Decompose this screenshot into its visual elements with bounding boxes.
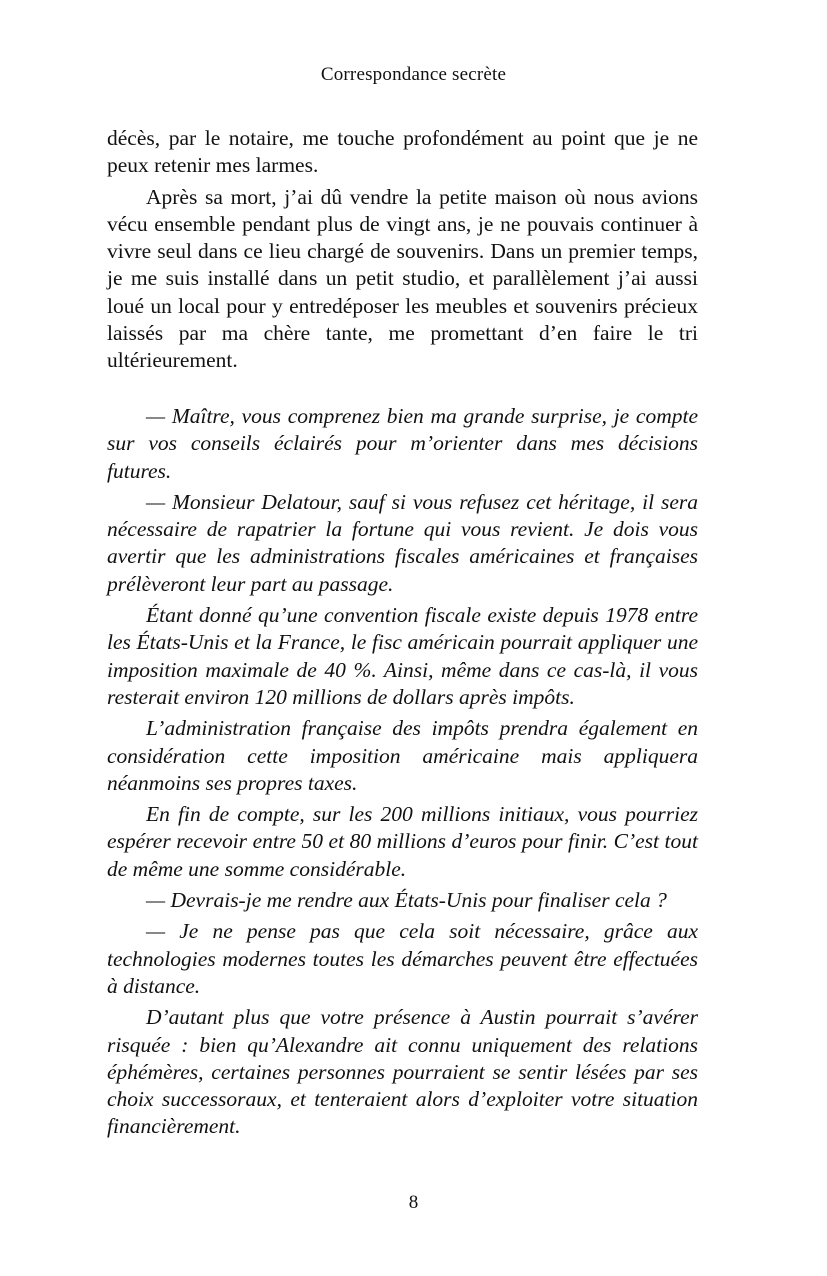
dialogue-paragraph: Étant donné qu’une convention fiscale existe depuis 1978 entre les États-Unis et la France, le fisc américain pourrait appliquer une imposition maximale de 40 %. Ainsi, même dans ce cas-là, il vous resterait environ 120 millions de dollars après impôts. [107,603,698,709]
dialogue-paragraph: En fin de compte, sur les 200 millions initiaux, vous pourriez espérer recevoir entre 50 et 80 millions d’euros pour finir. C’est tout de même une somme considérable. [107,802,698,881]
paragraph-continued: décès, par le notaire, me touche profondément au point que je ne peux retenir mes larmes. [107,126,698,178]
dialogue-paragraph: — Devrais-je me rendre aux États-Unis pour finaliser cela ? [146,888,667,913]
page-number: 8 [408,1192,419,1213]
running-header: Correspondance secrète [320,64,507,85]
dialogue-paragraph: D’autant plus que votre présence à Austin pourrait s’avérer risquée : bien qu’Alexandre ait connu uniquement des relations éphémères, certaines personnes pourraient se sentir lésées par ses choix successoraux, et tenteraient alors d’exploiter votre situation financièrement. [107,1005,698,1139]
dialogue-paragraph: — Je ne pense pas que cela soit nécessaire, grâce aux technologies modernes toutes les démarches peuvent être effectuées à distance. [107,919,698,998]
narrative-text [107,125,698,375]
dialogue-text [107,403,698,1141]
dialogue-paragraph: — Monsieur Delatour, sauf si vous refusez cet héritage, il sera nécessaire de rapatrier la fortune qui vous revient. Je dois vous avertir que les administrations fiscales américaines et françaises prélèveront leur part au passage. [107,489,698,596]
dialogue-paragraph: — Maître, vous comprenez bien ma grande surprise, je compte sur vos conseils éclairés pour m’orienter dans mes décisions futures. [107,404,698,483]
paragraph: Après sa mort, j’ai dû vendre la petite maison où nous avions vécu ensemble pendant plus de vingt ans, je ne pouvais continuer à vivre seul dans ce lieu chargé de souvenirs. Dans un premier temps, je me suis installé dans un petit studio, et parallèlement j’ai aussi loué un local pour y entredéposer les meubles et souvenirs précieux laissés par ma chère tante, me promettant d’en faire le tri ultérieurement. [107,184,698,373]
dialogue-paragraph: L’administration française des impôts prendra également en considération cette imposition américaine mais appliquera néanmoins ses propres taxes. [107,716,698,795]
